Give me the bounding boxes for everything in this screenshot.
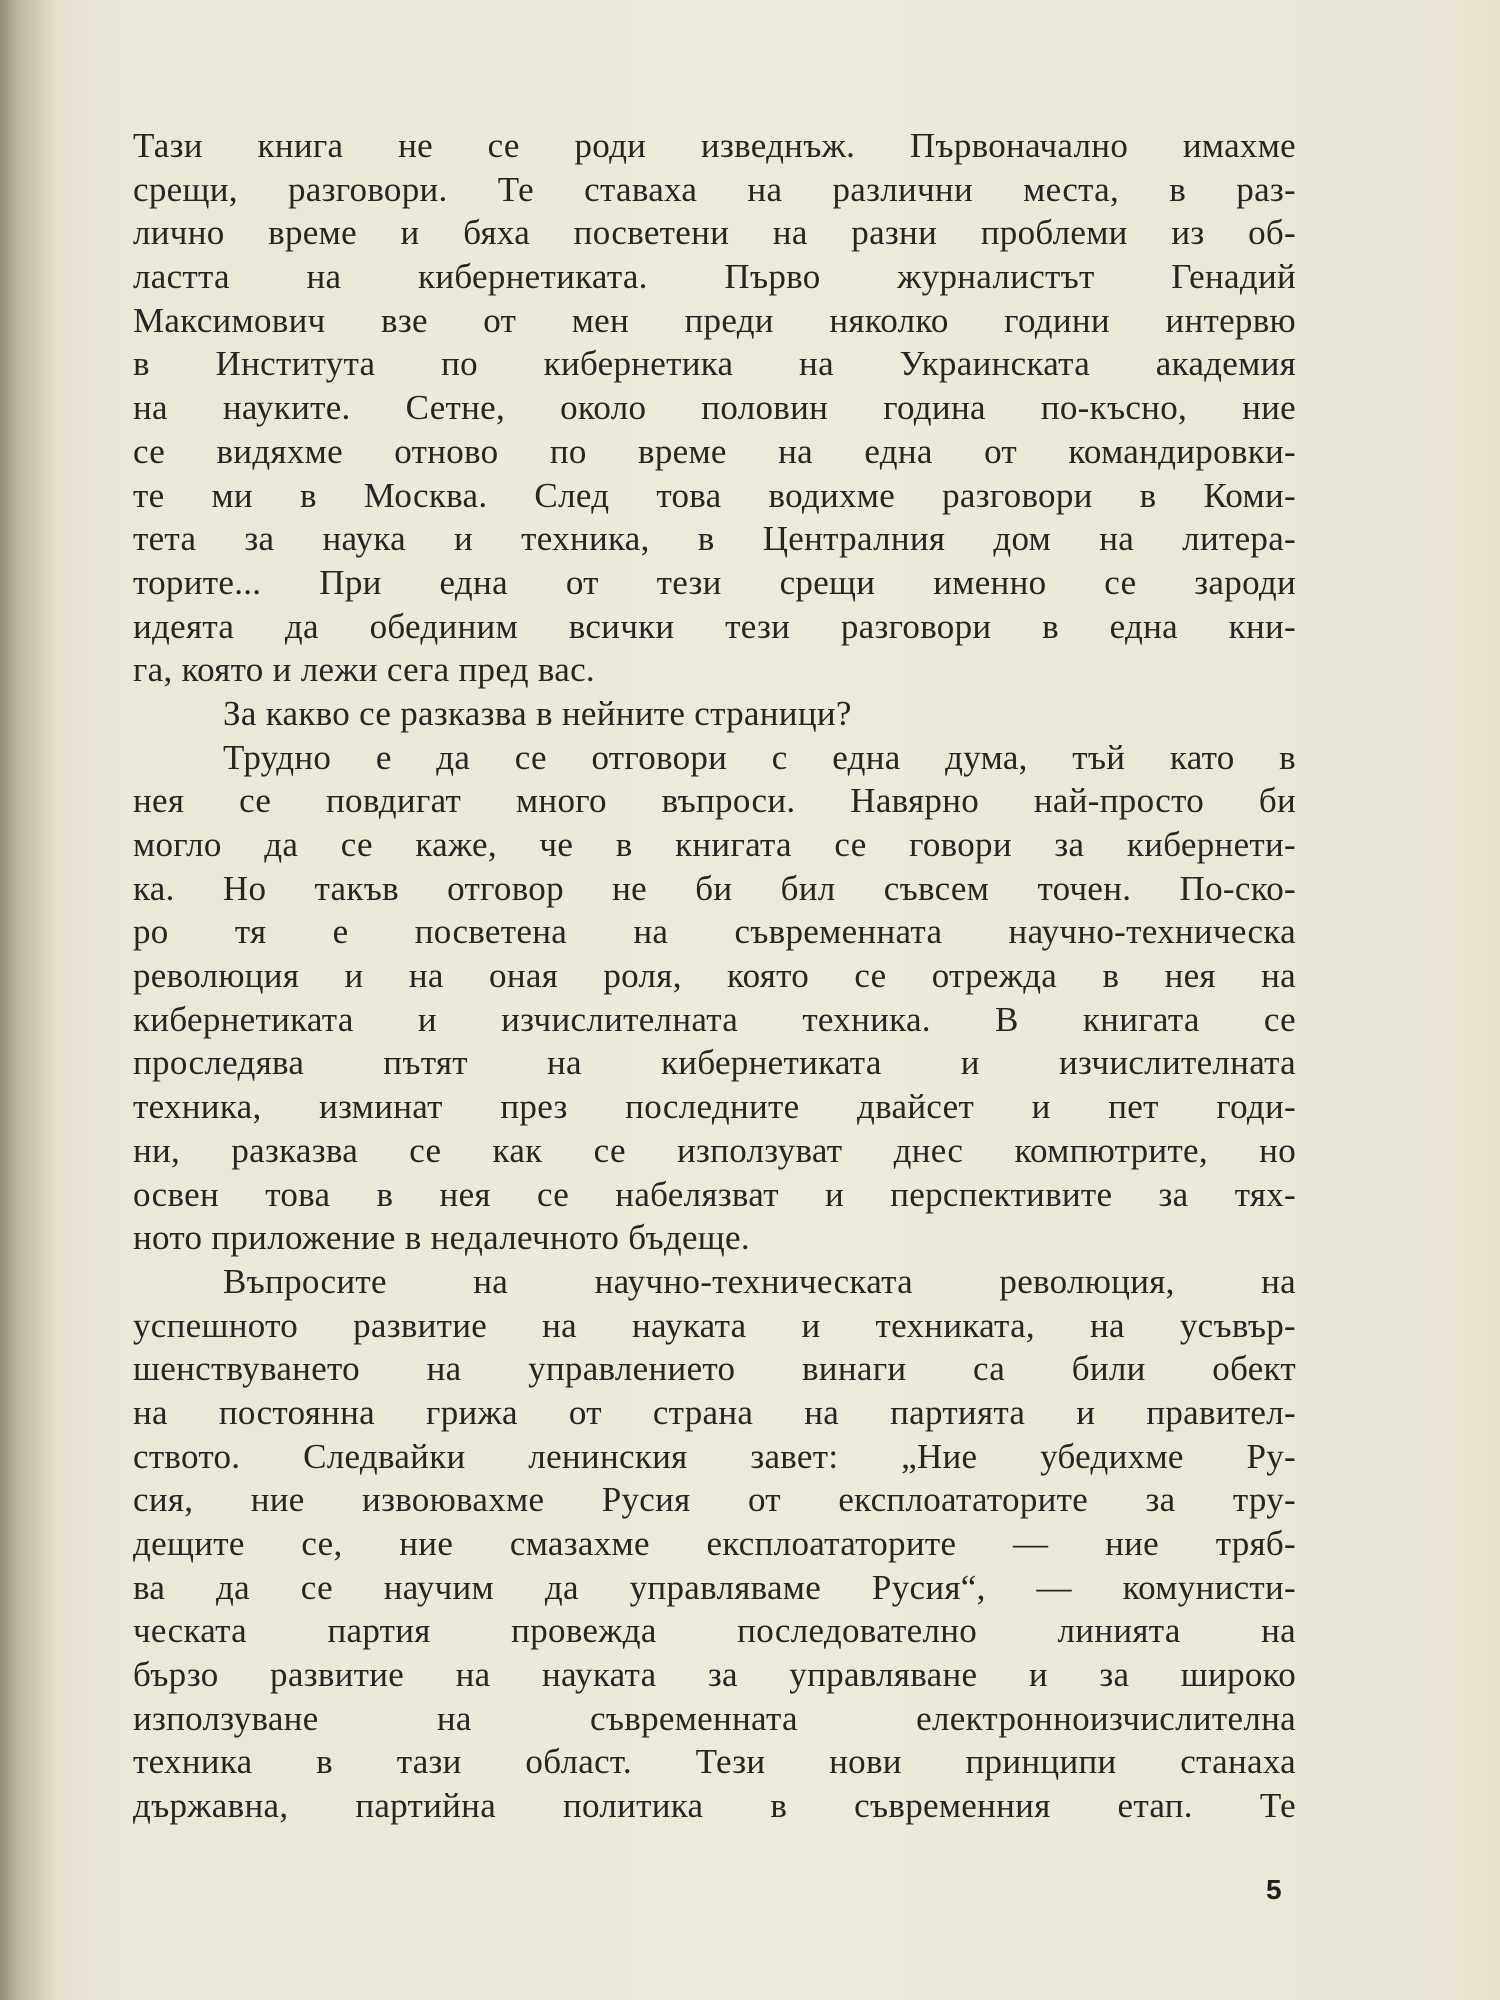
text-line: на науките. Сетне, около половин година по-късно, ние	[133, 388, 1296, 428]
text-line: се видяхме отново по време на една от командировки-	[133, 431, 1296, 471]
body-text	[133, 124, 1296, 1828]
text-line: на постоянна грижа от страна на партията и правител-	[133, 1392, 1296, 1432]
text-line: Трудно е да се отговори с една дума, тъй като в	[223, 737, 1296, 777]
text-line: ческата партия провежда последователно линията на	[133, 1611, 1296, 1651]
text-line: Въпросите на научно-техническата революция, на	[223, 1261, 1296, 1301]
text-line: ни, разказва се как се използуват днес компютрите, но	[133, 1130, 1296, 1170]
text-line: бързо развитие на науката за управляване и за широко	[133, 1655, 1296, 1695]
text-line: ното приложение в недалечното бъдеще.	[133, 1218, 750, 1258]
text-line: освен това в нея се набелязват и перспективите за тях-	[133, 1174, 1296, 1214]
text-line: ка. Но такъв отговор не би бил съвсем точен. По-ско-	[133, 868, 1296, 908]
text-line: идеята да обединим всички тези разговори в една кни-	[133, 606, 1296, 646]
page-number: 5	[1266, 1874, 1282, 1905]
text-line: кибернетиката и изчислителната техника. В книгата се	[133, 999, 1296, 1039]
text-line: те ми в Москва. След това водихме разговори в Коми-	[133, 475, 1296, 515]
text-line: революция и на оная роля, която се отрежда в нея на	[133, 956, 1296, 996]
text-line: Тази книга не се роди изведнъж. Първоначално имахме	[133, 126, 1296, 165]
text-line: Максимович взе от мен преди няколко години интервю	[133, 300, 1296, 340]
text-line: в Института по кибернетика на Украинската академия	[133, 344, 1296, 384]
text-line: техника в тази област. Тези нови принципи станаха	[133, 1742, 1296, 1782]
text-line: торите... При една от тези срещи именно се зароди	[133, 562, 1296, 602]
text-line: тета за наука и техника, в Централния дом на литера-	[133, 519, 1296, 559]
text-line: За какво се разказва в нейните страници?	[223, 693, 852, 733]
text-line: ва да се научим да управляваме Русия“, — комунисти-	[133, 1567, 1296, 1607]
text-line: ро тя е посветена на съвременната научно-техническа	[133, 912, 1296, 952]
text-line: успешното развитие на науката и техниката, на усъвър-	[133, 1305, 1296, 1345]
text-line: сия, ние извоювахме Русия от експлоататорите за тру-	[133, 1480, 1296, 1520]
text-line: срещи, разговори. Те ставаха на различни места, в раз-	[133, 169, 1296, 209]
text-line: проследява пътят на кибернетиката и изчислителната	[133, 1043, 1296, 1083]
page-spine-shadow	[0, 0, 55, 2000]
text-line: лично време и бяха посветени на разни проблеми из об-	[133, 213, 1296, 253]
text-line: шенствуването на управлението винаги са били обект	[133, 1349, 1296, 1389]
text-line: нея се повдигат много въпроси. Навярно най-просто би	[133, 781, 1296, 821]
text-line: техника, изминат през последните двайсет и пет годи-	[133, 1087, 1296, 1127]
text-line: държавна, партийна политика в съвременния етап. Те	[133, 1786, 1296, 1826]
text-line: га, която и лежи сега пред вас.	[133, 650, 595, 690]
text-line: ластта на кибернетиката. Първо журналистът Генадий	[133, 257, 1296, 297]
text-line: ството. Следвайки ленинския завет: „Ние убедихме Ру-	[133, 1436, 1296, 1476]
text-line: могло да се каже, че в книгата се говори за кибернети-	[133, 825, 1296, 864]
text-line: дещите се, ние смазахме експлоататорите — ние тряб-	[133, 1524, 1296, 1563]
text-line: използуване на съвременната електронноизчислителна	[133, 1698, 1296, 1738]
